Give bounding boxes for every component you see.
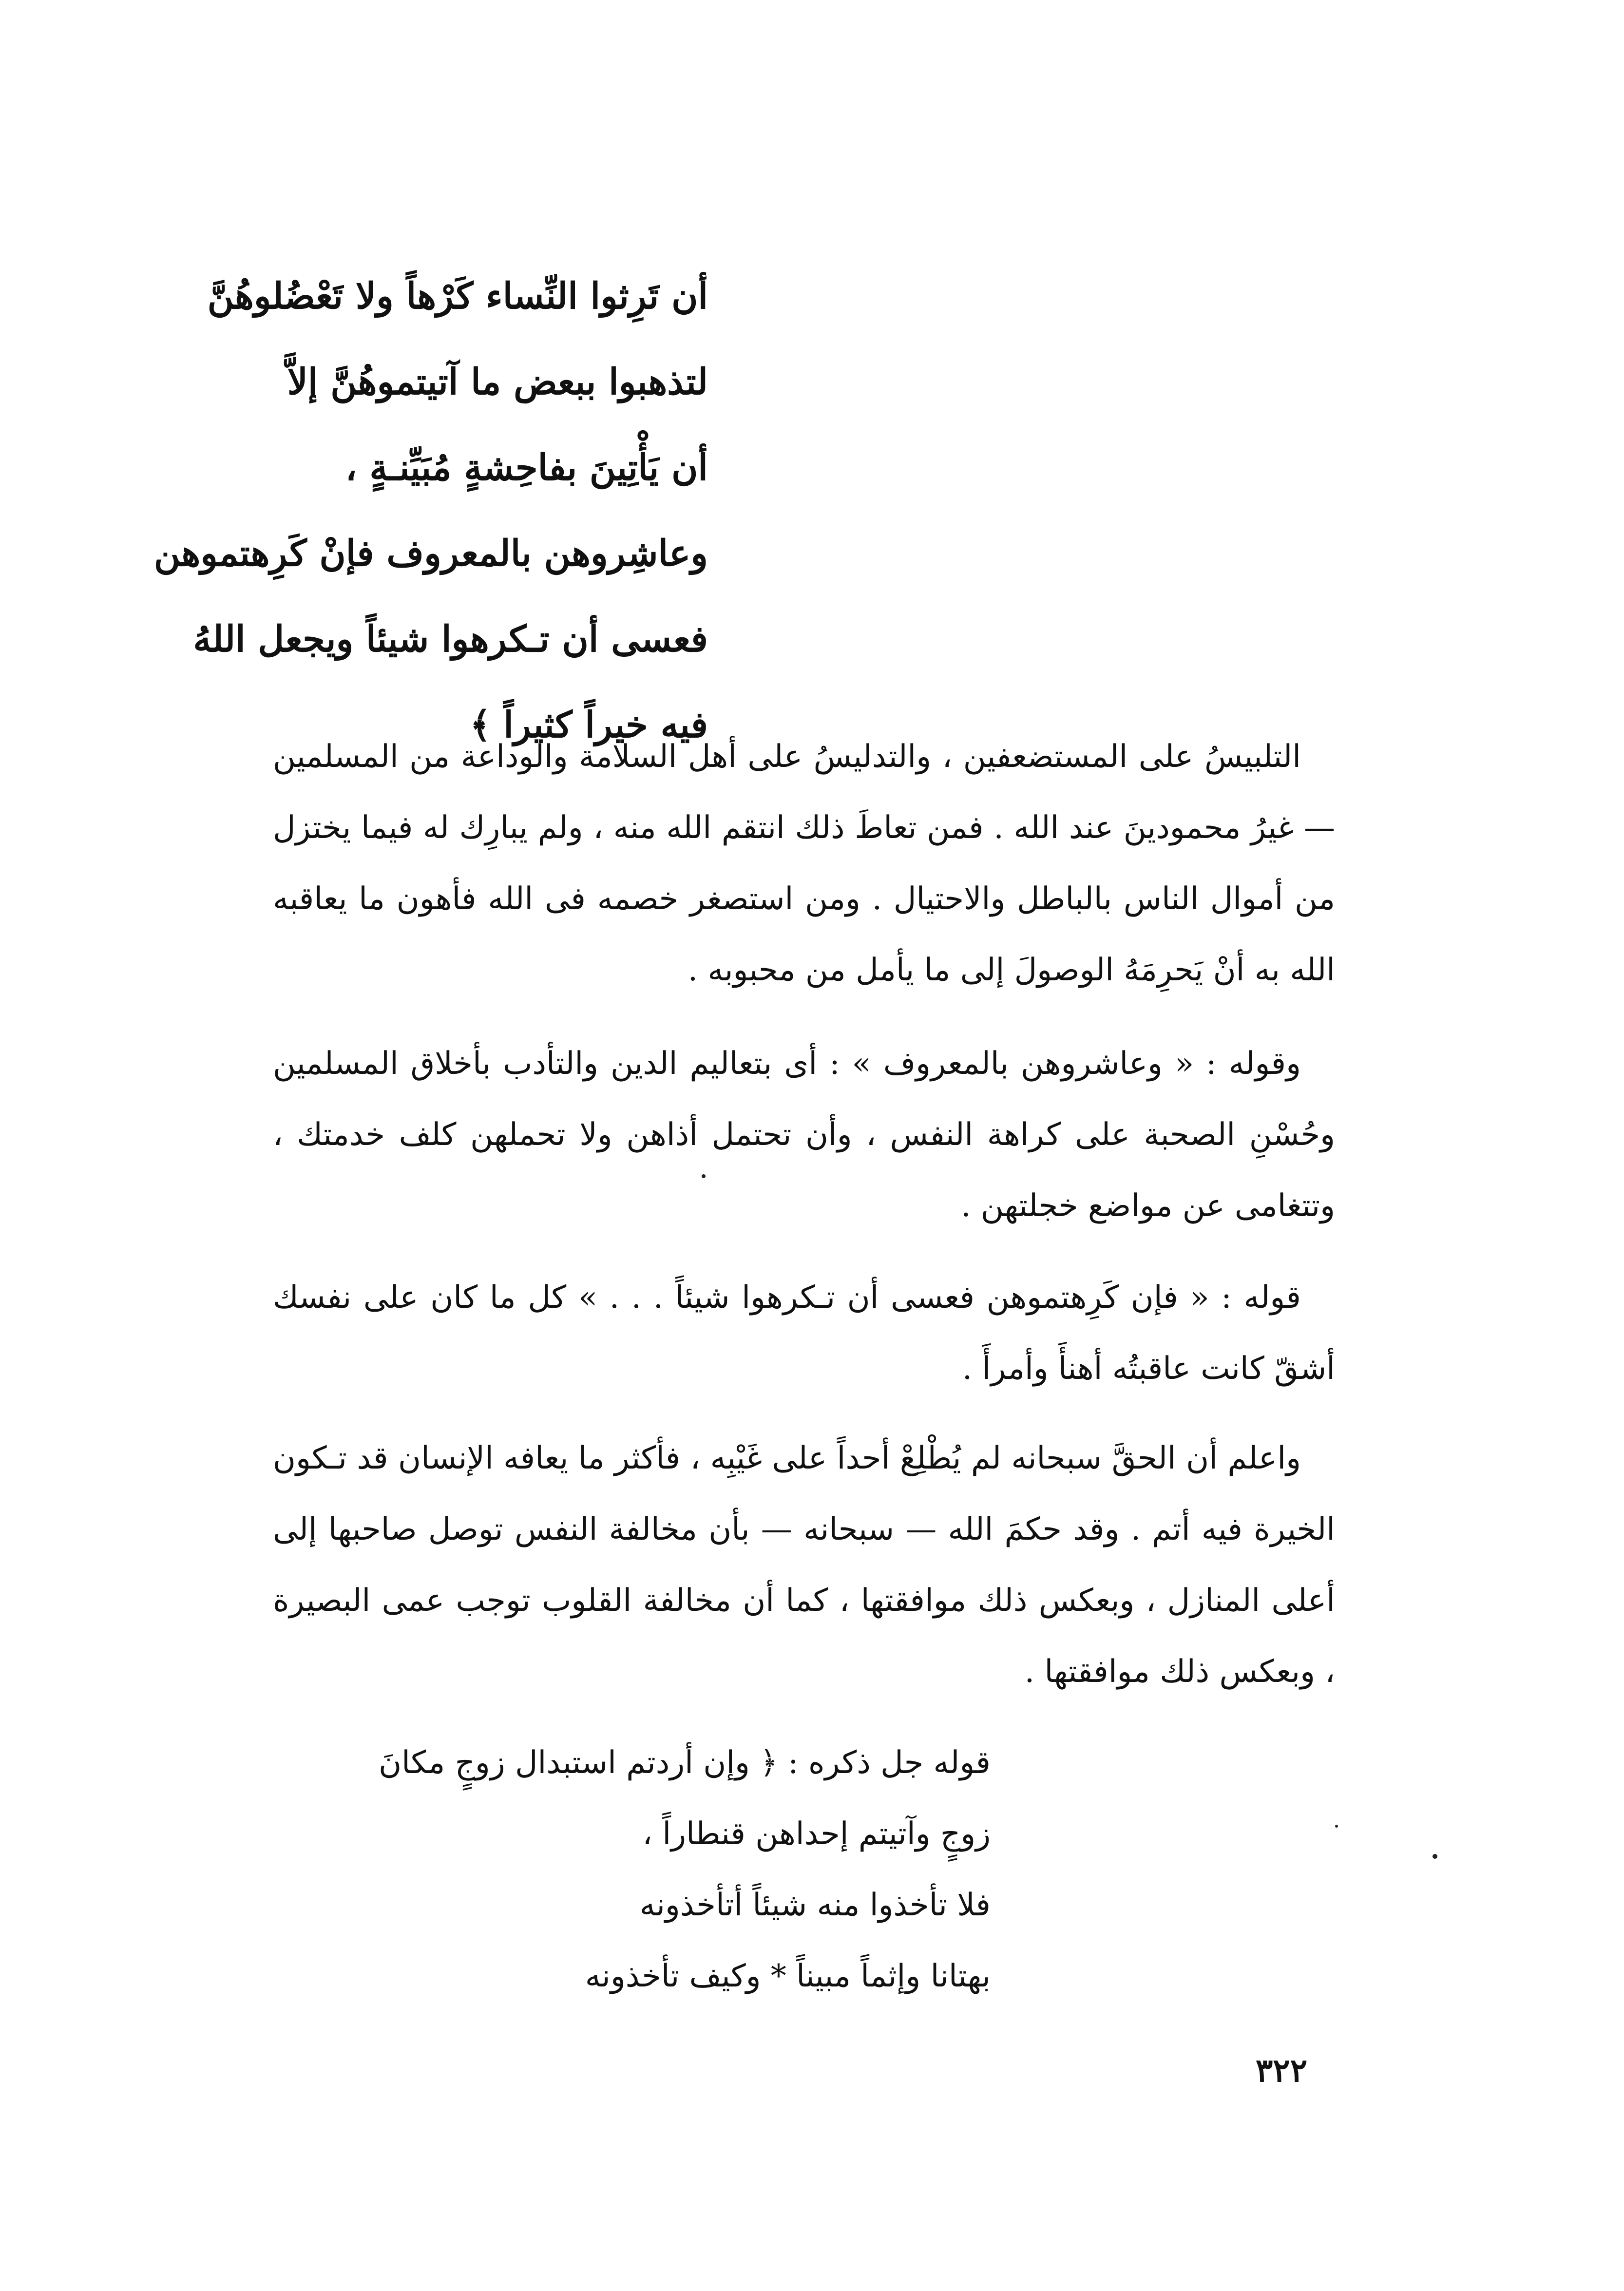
quran-verse-block [153, 253, 708, 768]
verse-line: أن تَرِثوا النِّساء كَرْهاً ولا تَعْضُلوهُنَّ [207, 275, 708, 317]
scan-speck [1433, 1854, 1437, 1859]
quran-verse-closing-block [289, 1727, 991, 2012]
verse-line: فيه خيراً كثيراً ﴾ [470, 704, 708, 746]
commentary-paragraph-2 [273, 1028, 1335, 1241]
page-number: ٣٢٢ [1255, 2051, 1308, 2089]
verse-line: زوجٍ وآتيتم إحداهن قنطاراً ، [642, 1816, 991, 1852]
scan-speck [1335, 1825, 1338, 1828]
scan-speck [702, 1174, 706, 1178]
paragraph-text: قوله : « فإن كَرِهتموهن فعسى أن تـكرهوا شيئاً . . . » كل ما كان على نفسك أشقّ كانت عاقبتُه أهنأَ وأمرأَ . [273, 1279, 1335, 1387]
paragraph-text: التلبيسُ على المستضعفين ، والتدليسُ على أهل السلامة والوداعة من المسلمين — غيرُ محمودينَ عند الله . فمن تعاطَ ذلك انتقم الله منه ، ولم يبارِك له فيما يختزل من أموال الناس بالباطل والاحتيال . ومن استصغر خصمه فى الله فأهون ما يعاقبه الله به أنْ يَحرِمَهُ الوصولَ إلى ما يأمل من محبوبه . [273, 739, 1335, 988]
paragraph-text: وقوله : « وعاشروهن بالمعروف » : أى بتعاليم الدين والتأدب بأخلاق المسلمين وحُسْنِ الصحبة على كراهة النفس ، وأن تحتمل أذاهن ولا تحملهن كلف خدمتك ، وتتغامى عن مواضع خجلتهن . [273, 1046, 1335, 1224]
verse-line: فلا تأخذوا منه شيئاً أتأخذونه [639, 1887, 991, 1923]
verse-line: قوله جل ذكره : ﴿ وإن أردتم استبدال زوجٍ مكانَ [379, 1745, 991, 1781]
verse-line: لتذهبوا ببعض ما آتيتموهُنَّ إلاَّ [287, 361, 708, 403]
paragraph-text: واعلم أن الحقَّ سبحانه لم يُطْلِعْ أحداً على غَيْبِه ، فأكثر ما يعافه الإنسان قد تـكون الخيرة فيه أتم . وقد حكمَ الله — سبحانه — بأن مخالفة النفس توصل صاحبها إلى أعلى المنازل ، وبعكس ذلك موافقتها ، كما أن مخالفة القلوب توجب عمى البصيرة ، وبعكس ذلك موافقتها . [273, 1440, 1335, 1690]
verse-line: بهتانا وإثماً مبيناً * وكيف تأخذونه [585, 1958, 991, 1994]
verse-line: فعسى أن تـكرهوا شيئاً ويجعل اللهُ [193, 618, 708, 660]
commentary-paragraph-3 [273, 1262, 1335, 1404]
commentary-paragraph-4 [273, 1423, 1335, 1707]
verse-line: أن يَأْتِينَ بفاحِشةٍ مُبَيِّنـةٍ ، [345, 447, 708, 489]
commentary-paragraph-1 [273, 721, 1335, 1006]
verse-line: وعاشِروهن بالمعروف فإنْ كَرِهتموهن [153, 533, 708, 574]
